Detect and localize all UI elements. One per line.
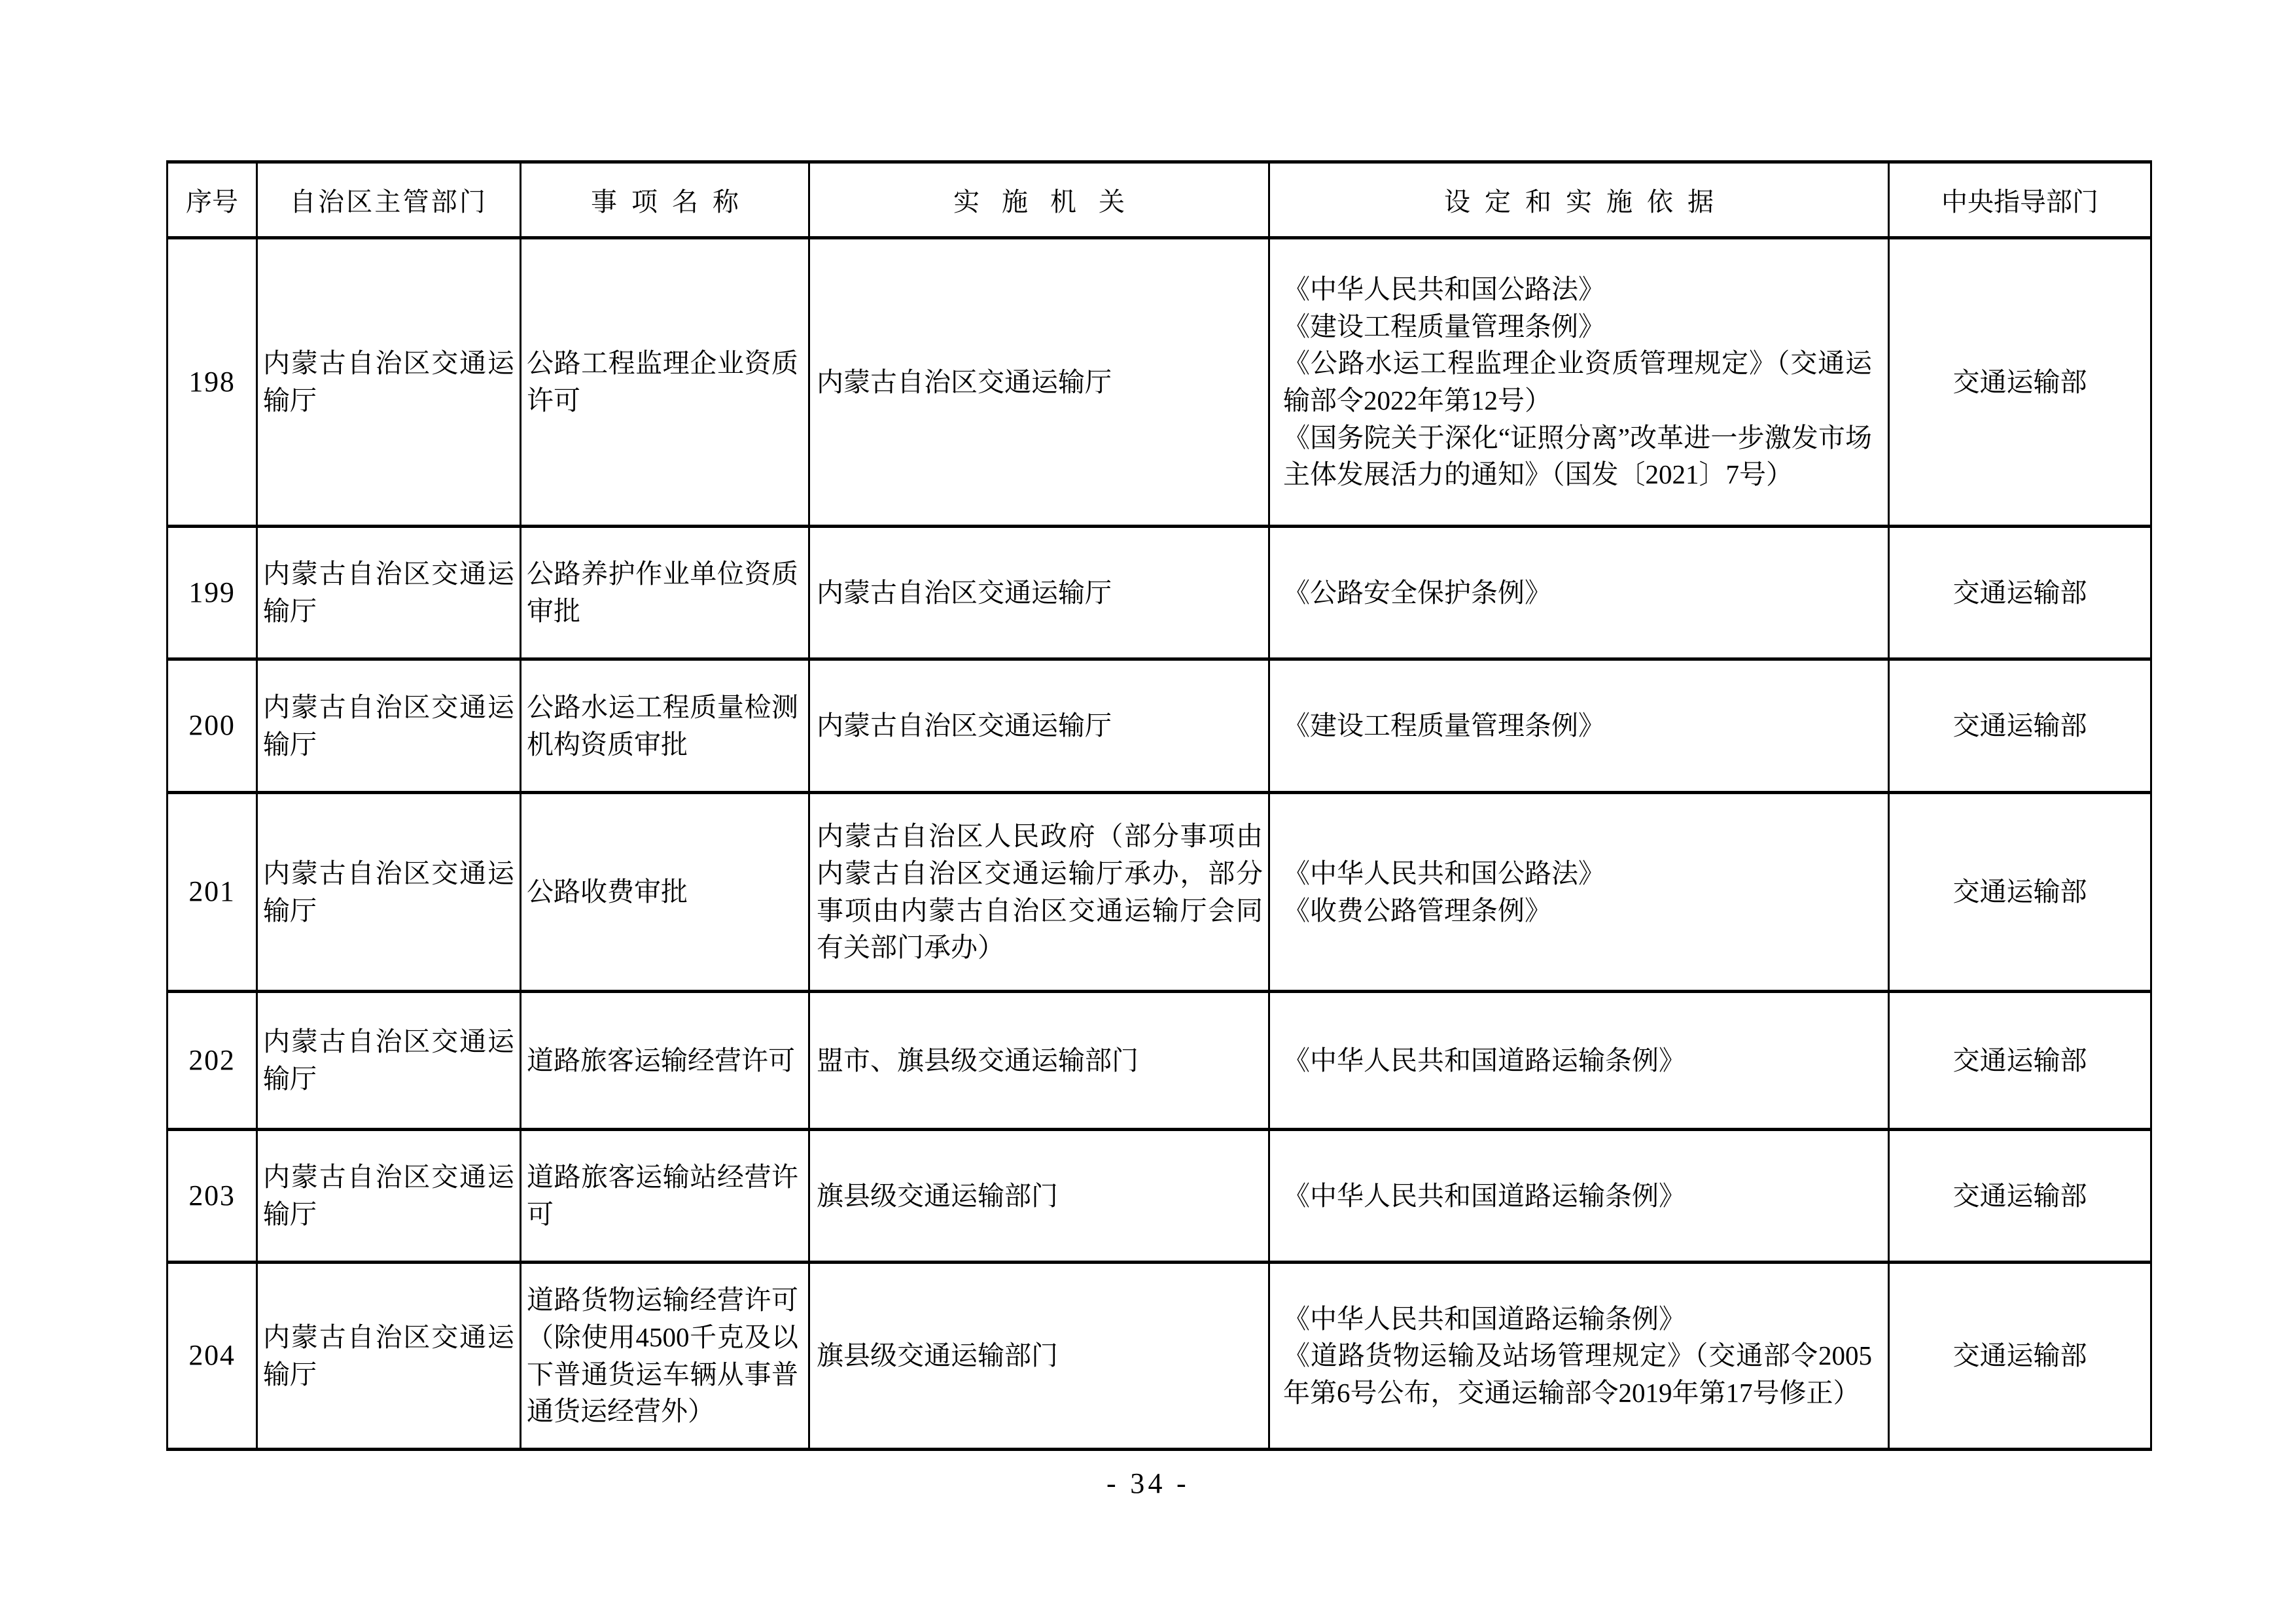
central-department: 交通运输部	[1889, 1130, 2151, 1263]
central-department: 交通运输部	[1889, 238, 2151, 527]
implementing-agency: 盟市、旗县级交通运输部门	[809, 992, 1269, 1130]
legal-basis-line: 《道路货物运输及站场管理规定》（交通部令2005年第6号公布，交通运输部令2019年第17号修正）	[1283, 1340, 1872, 1408]
legal-basis	[1269, 1130, 1889, 1263]
header-region-department: 自治区主管部门	[257, 162, 521, 238]
header-item-name: 事项名称	[521, 162, 809, 238]
legal-basis-line: 《公路水运工程监理企业资质管理规定》（交通运输部令2022年第12号）	[1283, 348, 1872, 415]
item-name: 道路货物运输经营许可（除使用4500千克及以下普通货运车辆从事普通货运经营外）	[521, 1263, 809, 1450]
serial-number: 204	[168, 1263, 257, 1450]
item-name: 公路养护作业单位资质审批	[521, 527, 809, 659]
serial-number: 201	[168, 793, 257, 992]
legal-basis-line: 《中华人民共和国道路运输条例》	[1283, 1045, 1686, 1075]
legal-basis-line: 《中华人民共和国道路运输条例》	[1283, 1180, 1686, 1211]
legal-basis-line: 《公路安全保护条例》	[1283, 577, 1551, 608]
region-department: 内蒙古自治区交通运输厅	[257, 1263, 521, 1450]
implementing-agency: 内蒙古自治区人民政府（部分事项由内蒙古自治区交通运输厅承办，部分事项由内蒙古自治区交通运输厅会同有关部门承办）	[809, 793, 1269, 992]
header-legal-basis: 设定和实施依据	[1269, 162, 1889, 238]
table-row-201	[168, 793, 2151, 992]
approval-items-table	[166, 160, 2152, 1451]
serial-number: 198	[168, 238, 257, 527]
region-department: 内蒙古自治区交通运输厅	[257, 659, 521, 793]
legal-basis	[1269, 992, 1889, 1130]
central-department: 交通运输部	[1889, 1263, 2151, 1450]
item-name: 公路工程监理企业资质许可	[521, 238, 809, 527]
table-body	[168, 238, 2151, 1450]
legal-basis	[1269, 793, 1889, 992]
item-name: 道路旅客运输经营许可	[521, 992, 809, 1130]
region-department: 内蒙古自治区交通运输厅	[257, 793, 521, 992]
serial-number: 199	[168, 527, 257, 659]
legal-basis-line: 《中华人民共和国公路法》	[1283, 274, 1605, 305]
table-row-200	[168, 659, 2151, 793]
legal-basis	[1269, 527, 1889, 659]
serial-number: 200	[168, 659, 257, 793]
table-row-202	[168, 992, 2151, 1130]
item-name: 道路旅客运输站经营许可	[521, 1130, 809, 1263]
header-central-department: 中央指导部门	[1889, 162, 2151, 238]
legal-basis-line: 《中华人民共和国公路法》	[1283, 858, 1605, 888]
table-row-204	[168, 1263, 2151, 1450]
serial-number: 202	[168, 992, 257, 1130]
legal-basis	[1269, 238, 1889, 527]
implementing-agency: 旗县级交通运输部门	[809, 1263, 1269, 1450]
region-department: 内蒙古自治区交通运输厅	[257, 1130, 521, 1263]
implementing-agency: 内蒙古自治区交通运输厅	[809, 659, 1269, 793]
implementing-agency: 内蒙古自治区交通运输厅	[809, 238, 1269, 527]
central-department: 交通运输部	[1889, 793, 2151, 992]
region-department: 内蒙古自治区交通运输厅	[257, 992, 521, 1130]
region-department: 内蒙古自治区交通运输厅	[257, 238, 521, 527]
header-implementing-agency: 实施机关	[809, 162, 1269, 238]
legal-basis-line: 《建设工程质量管理条例》	[1283, 311, 1605, 341]
page-number: - 34 -	[1106, 1467, 1190, 1499]
item-name: 公路收费审批	[521, 793, 809, 992]
header-serial-number: 序号	[168, 162, 257, 238]
legal-basis-line: 《收费公路管理条例》	[1283, 895, 1551, 926]
central-department: 交通运输部	[1889, 659, 2151, 793]
table-row-203	[168, 1130, 2151, 1263]
legal-basis-line: 《中华人民共和国道路运输条例》	[1283, 1303, 1686, 1334]
legal-basis-line: 《国务院关于深化“证照分离”改革进一步激发市场主体发展活力的通知》（国发〔2021〕7号）	[1283, 422, 1872, 490]
implementing-agency: 旗县级交通运输部门	[809, 1130, 1269, 1263]
item-name: 公路水运工程质量检测机构资质审批	[521, 659, 809, 793]
implementing-agency: 内蒙古自治区交通运输厅	[809, 527, 1269, 659]
table-header	[168, 162, 2151, 238]
legal-basis-line: 《建设工程质量管理条例》	[1283, 710, 1605, 741]
legal-basis	[1269, 1263, 1889, 1450]
central-department: 交通运输部	[1889, 992, 2151, 1130]
central-department: 交通运输部	[1889, 527, 2151, 659]
header-row	[168, 162, 2151, 238]
table-row-199	[168, 527, 2151, 659]
table-row-198	[168, 238, 2151, 527]
legal-basis	[1269, 659, 1889, 793]
region-department: 内蒙古自治区交通运输厅	[257, 527, 521, 659]
serial-number: 203	[168, 1130, 257, 1263]
